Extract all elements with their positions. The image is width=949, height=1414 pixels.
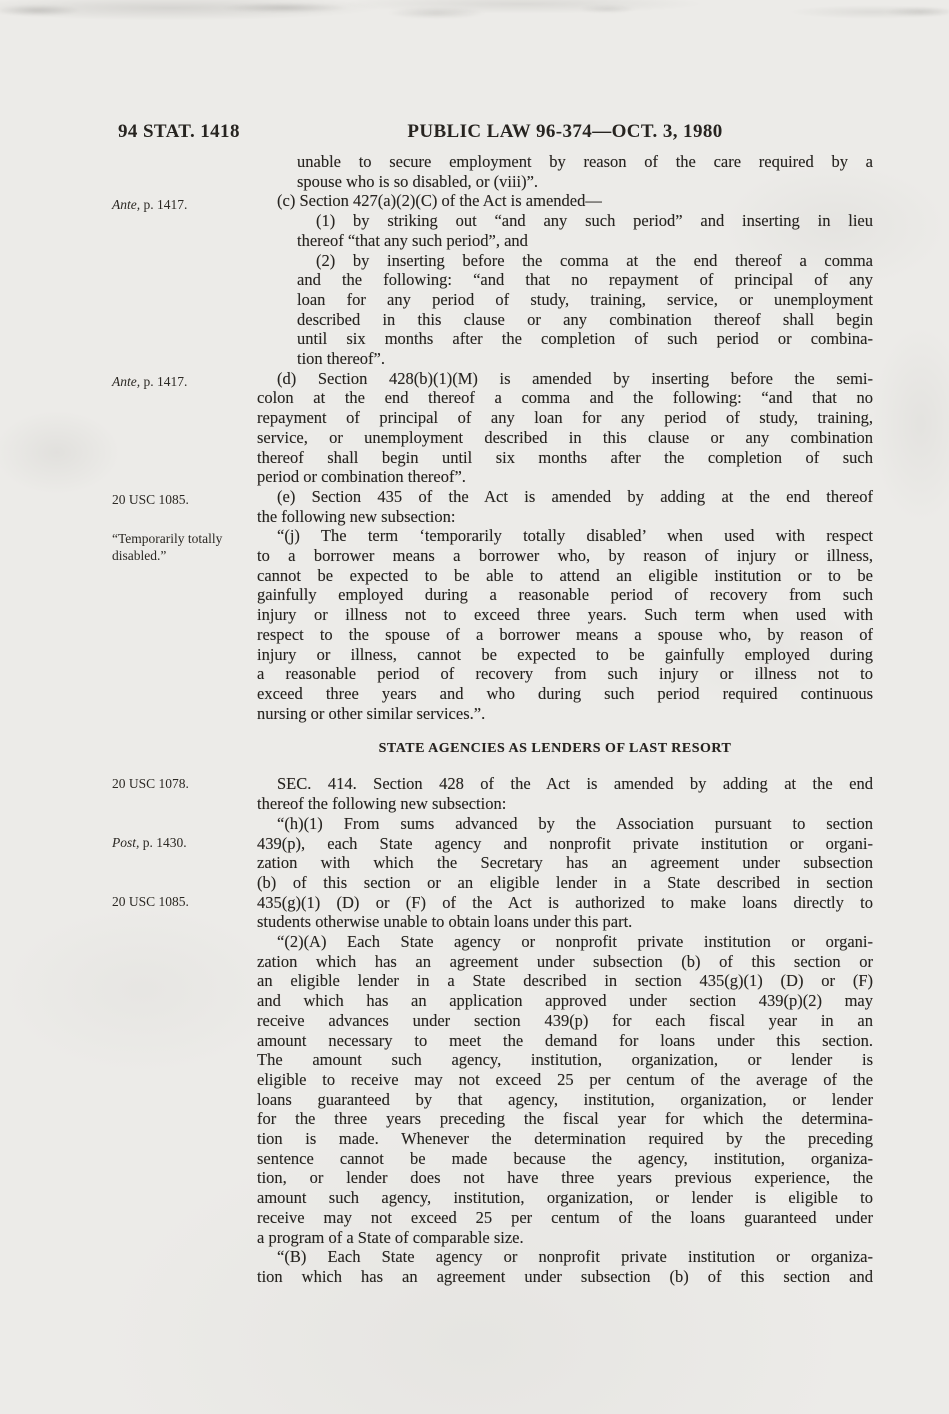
margin-note-text: 20 USC 1078. [112, 776, 189, 791]
body-line: (1) by striking out “and any such period” and inserting in lieu [316, 211, 873, 231]
body-line: thereof “that any such period”, and [297, 230, 528, 250]
margin-note-text: 20 USC 1085. [112, 492, 189, 507]
body-line: tion thereof”. [297, 349, 385, 369]
body-line: described in this clause or any combination thereof shall begin [297, 309, 873, 329]
body-line: zation which has an agreement under subsection (b) of this section or [257, 951, 873, 971]
body-line: period or combination thereof”. [257, 467, 466, 487]
body-line: cannot be expected to be able to attend an eligible institution or to be [257, 565, 873, 585]
body-line: 439(p), each State agency and nonprofit private institution or organi- [257, 833, 873, 853]
scan-artifact-top [0, 0, 949, 26]
body-line: The amount such agency, institution, organization, or lender is [257, 1050, 873, 1070]
body-line: sentence cannot be made because the agency, institution, organiza- [257, 1148, 873, 1168]
body-text-column [257, 152, 873, 1287]
body-line: tion which has an agreement under subsection (b) of this section and [257, 1266, 873, 1286]
margin-note-italic: Post, [112, 835, 140, 850]
body-line: receive may not exceed 25 per centum of the loans guaranteed under [257, 1207, 873, 1227]
margin-note-italic: Ante, [112, 197, 141, 212]
section-heading: STATE AGENCIES AS LENDERS OF LAST RESORT [378, 741, 732, 757]
body-line: until six months after the completion of such period or combina- [297, 329, 873, 349]
body-line: injury or illness not to exceed three years. Such term when used with [257, 605, 873, 625]
margin-note-20-usc-1078 [112, 776, 244, 793]
body-line: (b) of this section or an eligible lender in a State described in section [257, 872, 873, 892]
margin-note-italic: Ante, [112, 374, 141, 389]
margin-note-20-usc-1085-e [112, 492, 244, 509]
body-line: students otherwise unable to obtain loans under this part. [257, 912, 633, 932]
body-line: colon at the end thereof a comma and the following: “and that no [257, 388, 873, 408]
body-line: and the following: “and that no repayment of principal of any [297, 270, 873, 290]
body-line: injury or illness, cannot be expected to be gainfully employed during [257, 644, 873, 664]
margin-note-ante-1417-c [112, 197, 244, 214]
body-line: (2) by inserting before the comma at the end thereof a comma [316, 250, 873, 270]
body-line: exceed three years and who during such period required continuous [257, 683, 873, 703]
body-line: eligible to receive may not exceed 25 per centum of the average of the [257, 1069, 873, 1089]
body-line: (d) Section 428(b)(1)(M) is amended by inserting before the semi- [277, 368, 873, 388]
body-line: 435(g)(1) (D) or (F) of the Act is authorized to make loans directly to [257, 892, 873, 912]
public-law-running-head: PUBLIC LAW 96-374—OCT. 3, 1980 [407, 121, 723, 142]
statutes-at-large-page-number: 94 STAT. 1418 [118, 121, 240, 142]
body-line: zation with which the Secretary has an agreement under subsection [257, 853, 873, 873]
body-line: “(B) Each State agency or nonprofit private institution or organiza- [277, 1247, 873, 1267]
body-line: loans guaranteed by that agency, institution, organization, or lender [257, 1089, 873, 1109]
body-line: tion is made. Whenever the determination required by the preceding [257, 1129, 873, 1149]
body-line: amount necessary to meet the demand for loans under this section. [257, 1030, 873, 1050]
body-line: respect to the spouse of a borrower means a spouse who, by reason of [257, 624, 873, 644]
margin-note-temporarily-totally-disabled [112, 531, 232, 565]
body-line: “(2)(A) Each State agency or nonprofit private institution or organi- [277, 932, 873, 952]
body-line: an eligible lender in a State described in section 435(g)(1) (D) or (F) [257, 971, 873, 991]
margin-note-text: p. 1417. [140, 374, 188, 389]
body-line: receive advances under section 439(p) for each fiscal year in an [257, 1010, 873, 1030]
body-line: SEC. 414. Section 428 of the Act is amended by adding at the end [277, 774, 873, 794]
body-line: a program of a State of comparable size. [257, 1227, 524, 1247]
body-line: to a borrower means a borrower who, by reason of injury or illness, [257, 546, 873, 566]
margin-note-ante-1417-d [112, 374, 244, 391]
body-line: “(h)(1) From sums advanced by the Association pursuant to section [277, 813, 873, 833]
body-line: for the three years preceding the fiscal year for which the determina- [257, 1109, 873, 1129]
body-line: nursing or other similar services.”. [257, 703, 486, 723]
margin-note-text: 20 USC 1085. [112, 894, 189, 909]
body-line: the following new subsection: [257, 506, 456, 526]
body-line: (e) Section 435 of the Act is amended by adding at the end thereof [277, 486, 873, 506]
body-lines-top [257, 152, 873, 723]
body-line: thereof shall begin until six months after the completion of such [257, 447, 873, 467]
body-line: (c) Section 427(a)(2)(C) of the Act is amended— [277, 191, 602, 211]
body-line: thereof the following new subsection: [257, 794, 507, 814]
body-line: tion, or lender does not have three years previous experience, the [257, 1168, 873, 1188]
body-line: loan for any period of study, training, service, or unemployment [297, 289, 873, 309]
body-line: unable to secure employment by reason of the care required by a [297, 152, 873, 171]
margin-note-post-1430 [112, 835, 244, 852]
body-line: amount such agency, institution, organization, or lender is eligible to [257, 1188, 873, 1208]
body-line: and which has an application approved under section 439(p)(2) may [257, 991, 873, 1011]
body-line: spouse who is so disabled, or (viii)”. [297, 171, 539, 191]
body-line: service, or unemployment described in this clause or any combination [257, 427, 873, 447]
body-line: “(j) The term ‘temporarily totally disabled’ when used with respect [277, 526, 873, 546]
body-line: repayment of principal of any loan for any period of study, training, [257, 408, 873, 428]
margin-note-text: p. 1417. [140, 197, 188, 212]
body-line: a reasonable period of recovery from such injury or illness not to [257, 664, 873, 684]
body-lines-bottom [257, 774, 873, 1286]
margin-note-text: p. 1430. [139, 835, 187, 850]
margin-note-text: “Temporarily totally disabled.” [112, 531, 223, 563]
margin-note-20-usc-1085-h [112, 894, 244, 911]
body-line: gainfully employed during a reasonable period of recovery from such [257, 585, 873, 605]
